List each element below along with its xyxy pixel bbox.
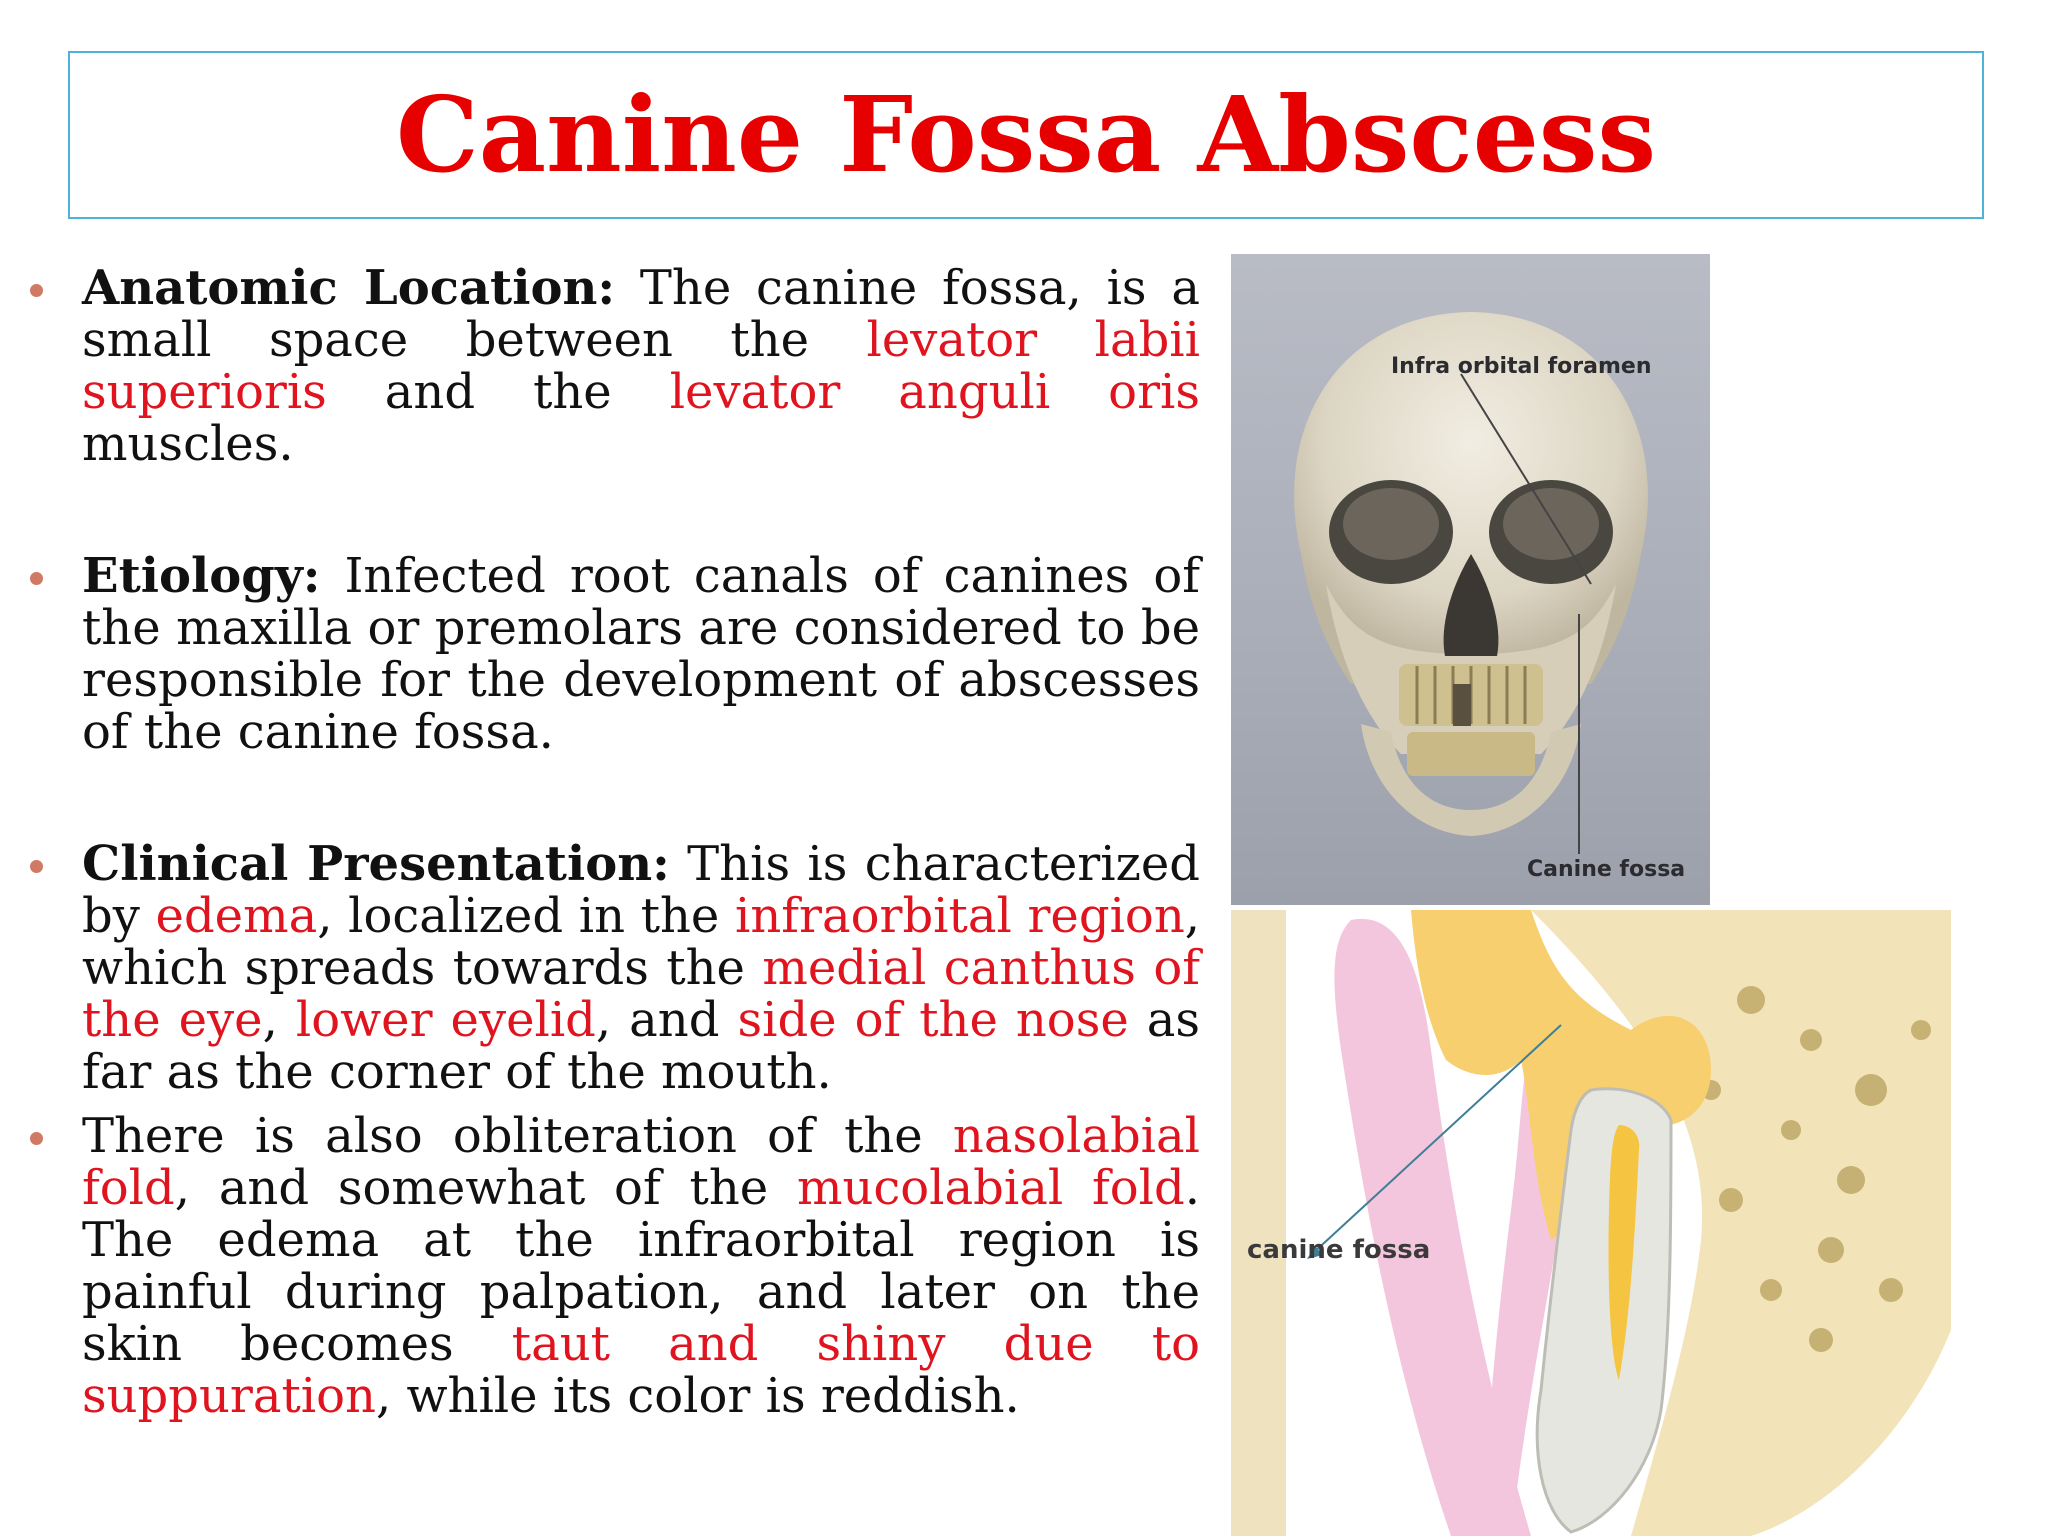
bullet-anatomic-location: [20, 262, 1200, 470]
highlight-text: levator anguli oris: [669, 364, 1201, 420]
highlight-text: nasolabial fold: [82, 1108, 1200, 1216]
bullet-list: [20, 262, 1200, 1422]
bullet-dot-icon: [30, 284, 43, 297]
skull-illustration: [1231, 254, 1710, 905]
bullet-text: , and: [595, 992, 738, 1048]
bullet-text: Infected root canals of canines of the maxilla or premolars are considered to be responsible for the development of abscesses of the canine fossa.: [82, 548, 1200, 760]
bullet-text: , and somewhat of the: [174, 1160, 797, 1216]
bullet-clinical-presentation: [20, 838, 1200, 1098]
bullet-text: , localized in the: [317, 888, 736, 944]
title-box: [68, 51, 1984, 219]
bullet-text: There is also obliteration of the: [82, 1108, 953, 1164]
bullet-obliteration: [20, 1110, 1200, 1422]
bullet-text: . The edema at the infraorbital region is painful during palpation, and later on the skin becomes: [82, 1160, 1200, 1372]
tooth-cross-section-illustration: [1231, 910, 1951, 1536]
bullet-text: The canine fossa, is a small space between the: [82, 260, 1200, 368]
bullet-dot-icon: [30, 572, 43, 585]
bullet-etiology: [20, 550, 1200, 758]
bullet-text: This is characterized by: [82, 836, 1200, 944]
label-infra-orbital-foramen: Infra orbital foramen: [1391, 354, 1652, 379]
highlight-text: mucolabial fold: [796, 1160, 1185, 1216]
highlight-text: levator labii superioris: [82, 312, 1201, 420]
highlight-text: infraorbital region: [735, 888, 1185, 944]
highlight-text: edema: [155, 888, 318, 944]
bullet-dot-icon: [30, 860, 43, 873]
label-canine-fossa-diagram: canine fossa: [1247, 1235, 1431, 1265]
slide-title: Canine Fossa Abscess: [395, 73, 1657, 196]
bullet-text: , while its color is reddish.: [375, 1368, 1020, 1424]
bullet-lead: Clinical Presentation:: [82, 836, 670, 892]
highlight-text: taut and shiny due to suppuration: [82, 1316, 1201, 1424]
bullet-text: ,: [262, 992, 296, 1048]
bullet-lead: Etiology:: [82, 548, 321, 604]
bullet-text: and the: [326, 364, 670, 420]
bullet-lead: Anatomic Location:: [82, 260, 616, 316]
skull-photo: [1231, 254, 1710, 905]
label-canine-fossa: Canine fossa: [1527, 857, 1686, 882]
highlight-text: lower eyelid: [295, 992, 596, 1048]
bullet-text: as far as the corner of the mouth.: [82, 992, 1201, 1100]
bullet-text: muscles.: [82, 416, 294, 472]
highlight-text: medial canthus of the eye: [82, 940, 1201, 1048]
tooth-diagram: [1231, 910, 1951, 1536]
bullet-text: , which spreads towards the: [82, 888, 1200, 996]
highlight-text: side of the nose: [737, 992, 1129, 1048]
bullet-dot-icon: [30, 1132, 43, 1145]
